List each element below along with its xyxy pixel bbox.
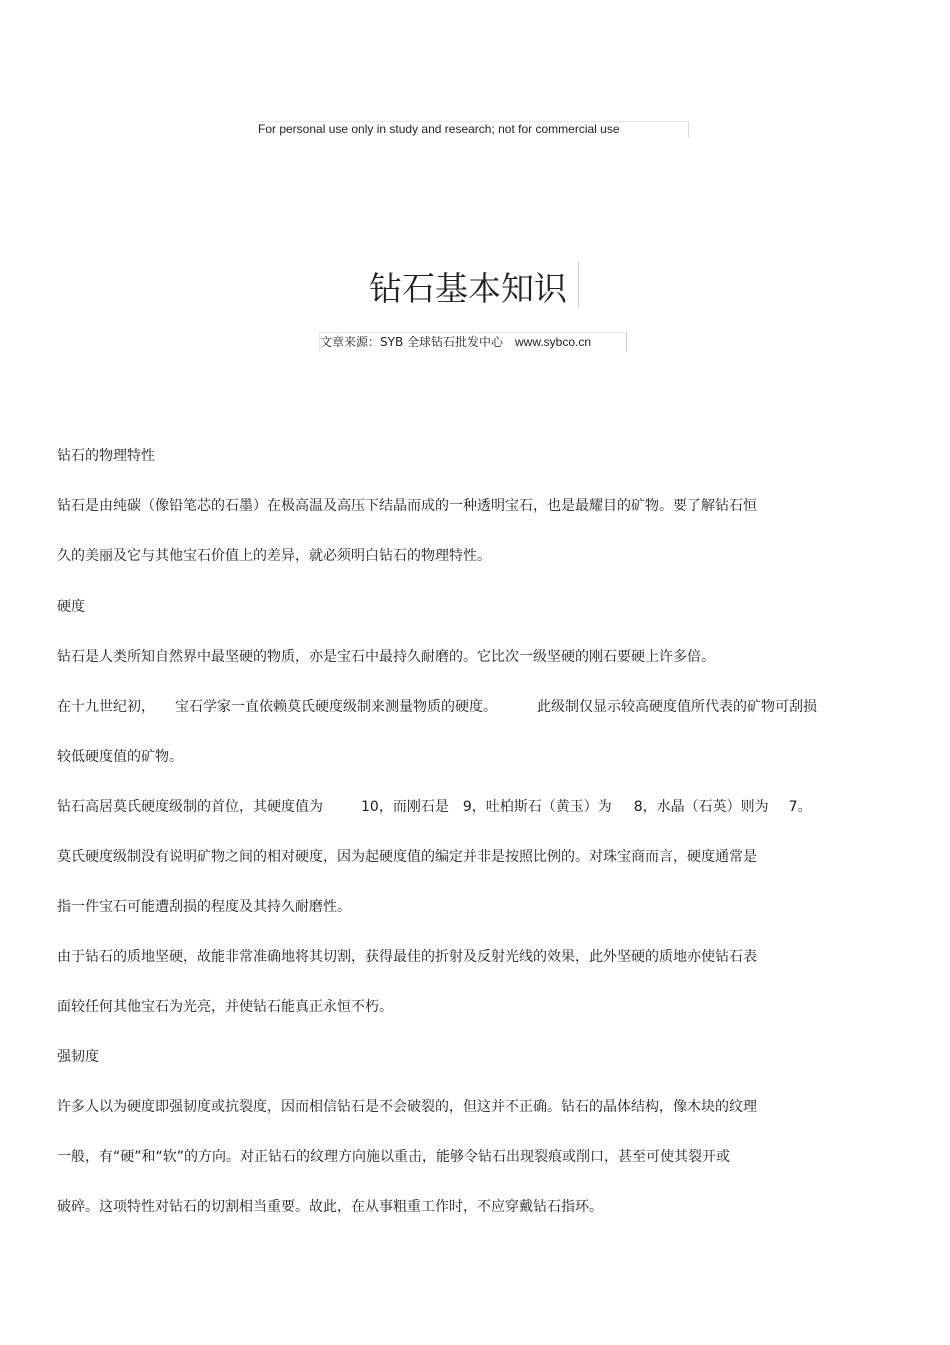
paragraph-line — [57, 696, 817, 716]
paragraph-line: 由于钻石的质地坚硬，故能非常准确地将其切割，获得最佳的折射及反射光线的效果，此外坚硬的质地亦使钻石表 — [57, 949, 757, 965]
section-heading-toughness: 强韧度 — [57, 1049, 99, 1065]
article-source — [320, 333, 591, 350]
source-url: www.sybco.cn — [515, 335, 592, 349]
hardness-value: 10 — [361, 799, 379, 815]
hardness-value: 7 — [788, 799, 798, 815]
paragraph-line: 指一件宝石可能遭刮损的程度及其持久耐磨性。 — [57, 899, 351, 915]
hardness-value: 9 — [462, 799, 472, 815]
paragraph-line — [57, 796, 812, 816]
paragraph-line: 面较任何其他宝石为光亮，并使钻石能真正永恒不朽。 — [57, 999, 393, 1015]
text-fragment: 在十九世纪初， — [57, 699, 155, 715]
text-fragment: 钻石高居莫氏硬度级制的首位，其硬度值为 — [57, 799, 323, 815]
text-fragment: 此级制仅显示较高硬度值所代表的矿物可刮损 — [537, 699, 817, 715]
text-fragment: 宝石学家一直依赖莫氏硬度级制来测量物质的硬度。 — [175, 699, 497, 715]
text-fragment: ，吐柏斯石（黄玉）为 — [471, 799, 612, 815]
usage-notice: For personal use only in study and research; not for commercial use — [258, 122, 620, 136]
hardness-value: 8 — [633, 799, 643, 815]
text-fragment: ，而刚石是 — [378, 799, 449, 815]
page-title: 钻石基本知识 — [369, 269, 567, 308]
paragraph-line: 较低硬度值的矿物。 — [57, 749, 183, 765]
source-label: 文章来源：SYB 全球钻石批发中心 — [320, 335, 503, 349]
title-divider — [578, 262, 579, 308]
paragraph-line: 久的美丽及它与其他宝石价值上的差异，就必须明白钻石的物理特性。 — [57, 548, 491, 564]
text-fragment: 。 — [797, 799, 812, 815]
paragraph-line: 钻石是由纯碳（像铅笔芯的石墨）在极高温及高压下结晶而成的一种透明宝石，也是最耀目的矿物。要了解钻石恒 — [57, 498, 757, 514]
section-heading-physical: 钻石的物理特性 — [57, 448, 155, 464]
text-fragment: ，水晶（石英）则为 — [642, 799, 769, 815]
paragraph-line: 莫氏硬度级制没有说明矿物之间的相对硬度，因为起硬度值的编定并非是按照比例的。对珠宝商而言，硬度通常是 — [57, 849, 757, 865]
paragraph-line: 破碎。这项特性对钻石的切割相当重要。故此，在从事粗重工作时，不应穿戴钻石指环。 — [57, 1199, 603, 1215]
paragraph-line: 一般，有“硬”和“软”的方向。对正钻石的纹理方向施以重击，能够令钻石出现裂痕或削口，甚至可使其裂开或 — [57, 1149, 731, 1165]
section-heading-hardness: 硬度 — [57, 599, 85, 615]
paragraph-line: 钻石是人类所知自然界中最坚硬的物质，亦是宝石中最持久耐磨的。它比次一级坚硬的刚石要硬上许多倍。 — [57, 649, 715, 665]
paragraph-line: 许多人以为硬度即强韧度或抗裂度，因而相信钻石是不会破裂的，但这并不正确。钻石的晶体结构，像木块的纹理 — [57, 1099, 757, 1115]
